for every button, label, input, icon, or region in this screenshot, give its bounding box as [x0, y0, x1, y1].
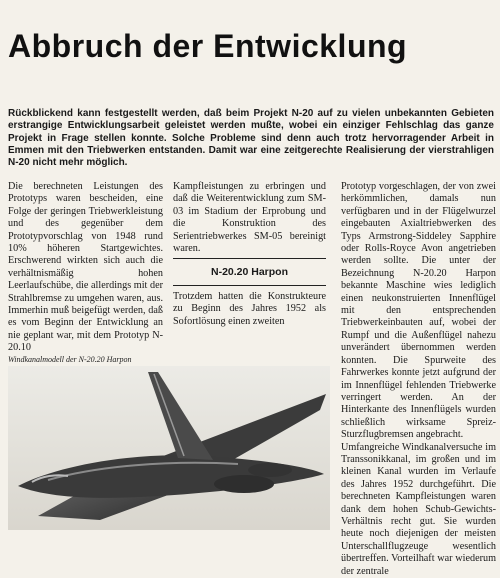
column-2b-text: Trotzdem hatten die Konstrukteure zu Beginn des Jahres 1952 als Sofortlösung einen zweiten: [173, 291, 326, 327]
column-2-text: Kampfleistungen zu erbringen und daß die Weiterentwicklung zum SM-03 im Stadium der Erprobung und die Konstruktion des Serientriebwerkes SM-05 bereinigt waren.: [173, 181, 326, 255]
article-lead: Rückblickend kann festgestellt werden, daß beim Projekt N-20 auf zu vielen unbekannten Gebieten erstrangige Entwicklungsarbeit geleistet werden mußte, wobei ein einziger Fehlschlag das ganze Projekt in Frage stellen konnte. Solche Probleme sind denn auch trotz hervorragender Arbeit in Emmen mit den Triebwerken entstanden. Damit war eine zeitgerechte Realisierung der vierstrahligen N-20 nicht mehr möglich.: [8, 108, 494, 169]
column-1-text: Die berechneten Leistungen des Prototyps waren bescheiden, eine Folge der geringen Triebwerkleistung und des gegenüber dem Prototypvorschlag von 1948 rund 10% höheren Startgewichtes. Erschwerend wirkten sich auch die verhältnismäßig hohen Leerlaufschübe, die allerdings mit der Strahlbremse zu umgehen waren, aus. Immerhin muß beigefügt werden, daß es vom Beginn der Entwicklung an nie geplant war, mit dem Prototyp N-20.10: [8, 181, 163, 354]
aircraft-photo: [8, 366, 330, 530]
text-column-2-continued: [173, 291, 326, 328]
photo-caption: Windkanalmodell der N-20.20 Harpon: [8, 355, 132, 364]
aircraft-model-illustration: [8, 366, 330, 530]
section-subhead: N-20.20 Harpon: [173, 258, 326, 286]
article-title: Abbruch der Entwicklung: [8, 28, 408, 64]
text-column-3: [341, 181, 496, 578]
text-column-2: [173, 181, 326, 255]
column-3b-text: Umfangreiche Windkanalversuche im Transsonikkanal, im großen und im kleinen Kanal wurden im Verlaufe des Jahres 1952 durchgeführt. Die berechneten Kampfleistungen waren dank dem hohen Schub-Gewichts-Verhältnis recht gut. Sie wurden heute noch diejenigen der meisten Unterschallflugzeuge wesentlich übertreffen. Vorteilhaft war wiederum der zentrale: [341, 441, 496, 577]
text-column-1: [8, 181, 163, 355]
column-3-text: Prototyp vorgeschlagen, der von zwei herkömmlichen, damals nun verfügbaren und in der Flügelwurzel eingebauten Axialtriebwerken des Typs Armstrong-Siddeley Sapphire oder Rolls-Royce Avon angetrieben werden sollte. Die unter der Bezeichnung N-20.20 Harpon bekannte Maschine wies lediglich einen neukonstruierten Innenflügel mit den entsprechenden Triebwerkeinbauten auf, wobei der Rumpf und die Außenflügel nahezu unverändert übernommen werden konnten. Die Spurweite des Fahrwerkes konnte jetzt aufgrund der im Innenflügel fehlenden Triebwerke verringert werden. An der Hinterkante des Innenflügels wurden schließlich wirksame Spreiz-Sturzflugbremsen angebracht.: [341, 181, 496, 441]
